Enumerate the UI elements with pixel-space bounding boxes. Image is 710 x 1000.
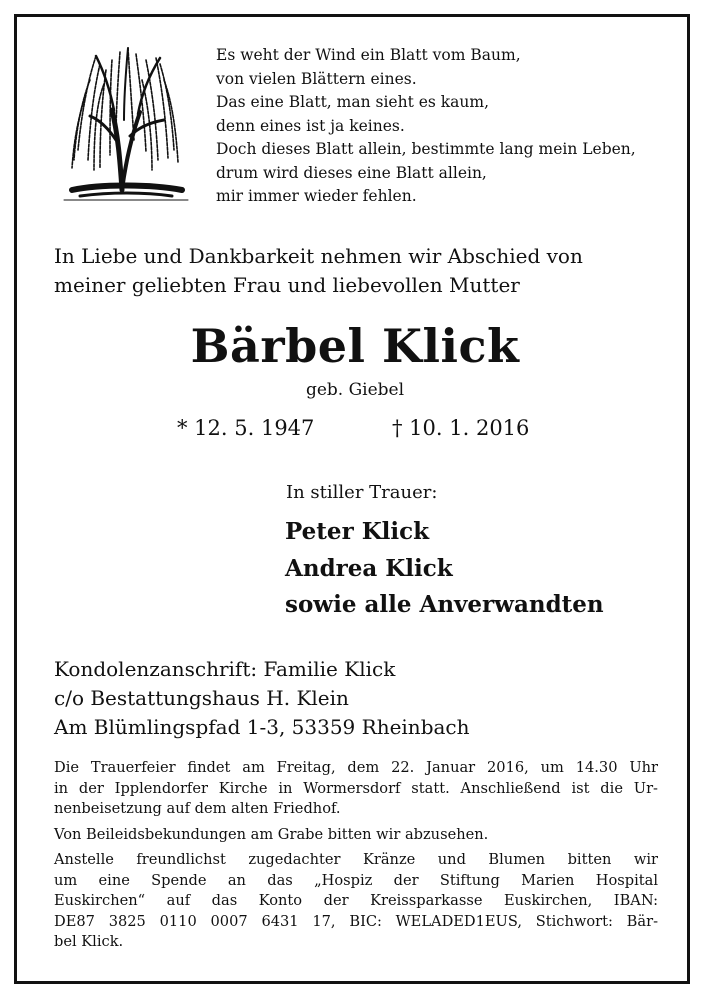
condolence-address bbox=[54, 655, 470, 742]
mourner-name: sowie alle Anverwandten bbox=[285, 591, 604, 618]
death-date: † 10. 1. 2016 bbox=[392, 416, 530, 440]
poem-line: drum wird dieses eine Blatt allein, bbox=[216, 163, 487, 182]
poem bbox=[216, 44, 676, 209]
info-line: nenbeisetzung auf dem alten Friedhof. bbox=[54, 800, 341, 817]
info-line: DE87 3825 0110 0007 6431 17, BIC: WELADED1EUS, Stichwort: Bär- bbox=[54, 912, 658, 930]
mourner-name: Andrea Klick bbox=[285, 554, 453, 582]
address-line: Am Blümlingspfad 1-3, 53359 Rheinbach bbox=[54, 715, 470, 739]
poem-line: Das eine Blatt, man sieht es kaum, bbox=[216, 93, 490, 111]
weeping-willow-icon bbox=[60, 40, 192, 212]
ceremony-paragraph bbox=[54, 758, 658, 820]
poem-line: von vielen Blättern eines. bbox=[216, 69, 417, 88]
mourner-name: Peter Klick bbox=[285, 518, 430, 545]
info-line: Anstelle freundlichst zugedachter Kränze und Blumen bitten wir bbox=[54, 851, 658, 868]
funeral-info bbox=[54, 758, 658, 958]
mourning-label: In stiller Trauer: bbox=[286, 482, 438, 503]
condolence-paragraph bbox=[54, 825, 658, 846]
birth-date: * 12. 5. 1947 bbox=[177, 416, 315, 440]
info-line: in der Ipplendorfer Kirche in Wormersdorf statt. Anschließend ist die Ur- bbox=[54, 779, 658, 797]
info-line: bel Klick. bbox=[54, 933, 124, 950]
poem-line: Es weht der Wind ein Blatt vom Baum, bbox=[216, 46, 521, 64]
birth-name: geb. Giebel bbox=[305, 380, 405, 400]
intro-line: meiner geliebten Frau und liebevollen Mutter bbox=[54, 273, 520, 297]
address-line: Kondolenzanschrift: Familie Klick bbox=[54, 657, 396, 681]
info-line: Euskirchen“ auf das Konto der Kreissparkasse Euskirchen, IBAN: bbox=[54, 892, 658, 909]
donation-paragraph bbox=[54, 850, 658, 953]
poem-line: Doch dieses Blatt allein, bestimmte lang mein Leben, bbox=[216, 140, 636, 158]
poem-line: mir immer wieder fehlen. bbox=[216, 187, 417, 205]
intro-line: In Liebe und Dankbarkeit nehmen wir Abschied von bbox=[54, 244, 583, 268]
info-line: Von Beileidsbekundungen am Grabe bitten wir abzusehen. bbox=[54, 825, 489, 843]
poem-line: denn eines ist ja keines. bbox=[216, 116, 405, 135]
info-line: Die Trauerfeier findet am Freitag, dem 22. Januar 2016, um 14.30 Uhr bbox=[54, 759, 658, 776]
intro-text bbox=[54, 242, 674, 300]
deceased-name: Bärbel Klick bbox=[190, 319, 520, 373]
info-line: um eine Spende an das „Hospiz der Stiftung Marien Hospital bbox=[54, 871, 658, 889]
mourners-list bbox=[285, 514, 604, 624]
address-line: c/o Bestattungshaus H. Klein bbox=[54, 686, 349, 710]
